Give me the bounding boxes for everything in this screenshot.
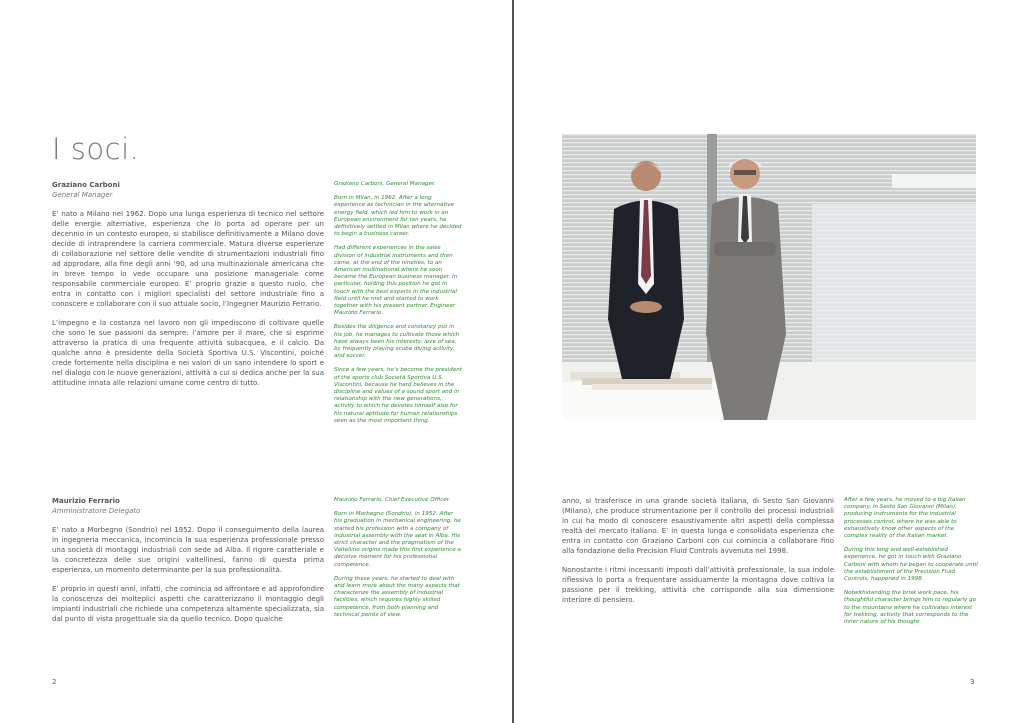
- english-paragraph: During this long and well-established experience, he got in touch with Graziano Carboni with whom he began to cooperate until the establishment of the Precision Fluid Controls, happened in 1998.: [844, 547, 978, 583]
- carboni-paragraph: L’impegno e la costanza nel lavoro non gli impediscono di coltivare quelle che sono le sue passioni da sempre: l’amore per il mare, che si esprime attraverso la pratica di una frequente attività subacquea, e il calcio. Da qualche anno è presidente della Società Sportiva U.S. Viscontini, poiché crede fortemente nella disciplina e nei valori di un sano intendere lo sport e nel dialogo con le nuove generazioni, attività a cui si dedica anche per la sua attitudine innata alle relazioni umane come centro di tutto.: [52, 319, 324, 387]
- carboni-paragraph: E’ nato a Milano nel 1962. Dopo una lunga esperienza di tecnico nel settore delle energie alternative, esperienza che lo porta ad operare per un decennio in un contesto europeo, si stabilisce definitivamente a Milano dove decide di intraprendere la carriera commerciale. Matura diverse esperienze di collaborazione nel settore delle vendite di strumentazioni industriali fino ad approdare, alla fine degli anni ‘90, ad una multinazionale americana che in breve tempo lo vede occupare una posizione manageriale come responsabile commerciale europeo. E’ proprio grazie a questo ruolo, che entra in contatto con i migliori specialisti del settore industriale fino a conoscere e collaborare con il suo attuale socio, l’Ingegner Maurizio Ferrario.: [52, 210, 324, 308]
- ferrario-paragraph: E’ nato a Morbegno (Sondrio) nel 1952. Dopo il conseguimento della laurea in ingegneria meccanica, incomincia la sua esperienza professionale presso una società di montaggi industriali con sede ad Alba. Il rigore caratteriale e la concretezza delle sue origini valtellinesi, fanno di questa prima esperienza, un momento determinante per la sua professionalità.: [52, 526, 324, 574]
- english-paragraph: Besides the diligence and constancy put in his job, he manages to cultivate those which have always been his interests: love of sea, by frequently playing scuba diving activity, and soccer.: [334, 324, 460, 360]
- office-photo-illustration: [562, 134, 976, 420]
- page-number: 2: [52, 678, 57, 686]
- ferrario-role: Amministratore Delegato: [52, 507, 141, 515]
- right-page: [514, 0, 1024, 723]
- ferrario-english-text: [334, 497, 462, 626]
- english-paragraph: Graziano Carboni, General Manager.: [334, 181, 436, 187]
- carboni-name: Graziano Carboni: [52, 181, 120, 189]
- english-paragraph: During these years, he started to deal with and learn more about the many aspects that characterize the assembly of industrial facilities, which requires highly skilled competence, from both planning and technical points of view.: [334, 575, 460, 618]
- page-title: I soci.: [52, 132, 140, 166]
- english-paragraph: Born in Milan, in 1962. After a long experience as technician in the alternative energy field, which led him to work in an European environment for ten years, he definitively settled in Milan where he decided to begin a business career.: [334, 195, 462, 238]
- ferrario-paragraph: Nonostante i ritmi incessanti imposti dall’attività professionale, la sua indole riflessiva lo porta a frequentare assiduamente la montagna dove coltiva la passione per il trekking, attività che corrisponde alla sua dimensione interiore di pensiero.: [562, 566, 834, 604]
- carboni-english-text: [334, 181, 462, 432]
- english-paragraph: Maurizio Ferrario, Chief Executive Officer.: [334, 497, 451, 503]
- ferrario-paragraph: anno, si trasferisce in una grande società italiana, di Sesto San Giovanni (Milano), che produce strumentazione per il controllo dei processi industriali in cui ha modo di conoscere esaustivamente altri aspetti della complessa realtà del mercato italiano. E’ in questa lunga e consolidata esperienza che entra in contatto con Graziano Carboni con cui comincia a collaborare fino alla fondazione della Precision Fluid Controls avvenuta nel 1998.: [562, 497, 834, 555]
- page-number: 3: [970, 678, 975, 686]
- ferrario-paragraph: E’ proprio in questi anni, infatti, che comincia ad affrontare e ad approfondire la conoscenza dei molteplici aspetti che caratterizzano il montaggio degli impianti industriali che richiede una competenza altamente specializzata, sia dal punto di vista progettuale sia da quello tecnico. Dopo qualche: [52, 585, 324, 623]
- ferrario-english-continued: [844, 497, 978, 633]
- english-paragraph: Notwithstanding the brisk work pace, his thoughtful character brings him to regularly go to the mountains where he cultivates interest for trekking, activity that corresponds to the inner nature of his thought.: [844, 590, 977, 626]
- english-paragraph: After a few years, he moved to a big Italian company, in Sesto San Giovanni (Milan), producing instruments for the industrial processes control, where he was able to exhaustively know other aspects of the complex reality of the Italian market.: [844, 497, 966, 540]
- english-paragraph: Since a few years, he’s become the president of the sports club Società Sportiva U.S. Viscontini, because he hard believes in the discipline and values of a sound sport and in relationship with the new generations, activity to which he devotes himself also for his natural aptitude for human relationships seen as the most important thing.: [334, 367, 462, 424]
- carboni-role: General Manager: [52, 191, 113, 199]
- ferrario-name: Maurizio Ferrario: [52, 497, 120, 505]
- english-paragraph: Had different experiences in the sales division of industrial instruments and then came, at the end of the nineties, to an American multinational where he soon became the European business manager. In particular, holding this position he got in touch with the best experts in the industrial field until he met and started to work together with his present partner, Engineer Maurizio Ferrario.: [334, 245, 458, 317]
- ferrario-italian-text: [52, 496, 324, 633]
- ferrario-continued-text: [562, 496, 834, 614]
- english-paragraph: Born in Morbegno (Sondrio), in 1952. After his graduation in mechanical engineering, he started his profession with a company of industrial assembly with the seat in Alba. His strict character and the pragmatism of the Valtellino origins made this first experience a decisive moment for his professional competence.: [334, 511, 461, 568]
- partners-photo: [562, 134, 976, 420]
- carboni-italian-text: [52, 180, 324, 397]
